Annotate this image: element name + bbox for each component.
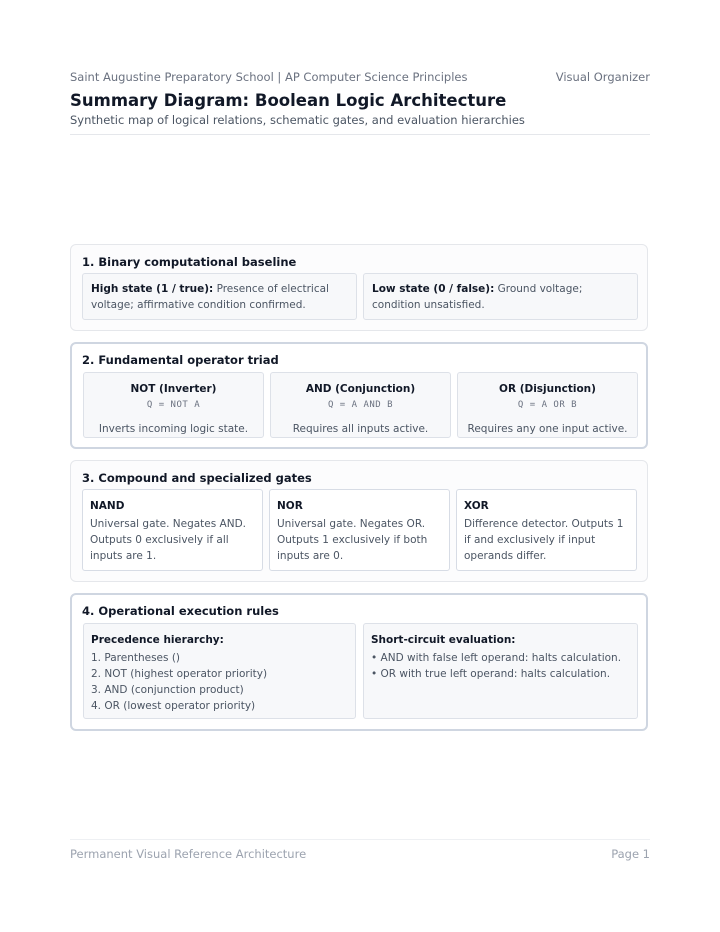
high-state-text: Presence of electrical voltage; affirmative condition confirmed. bbox=[91, 283, 329, 311]
section-title: 4. Operational execution rules bbox=[82, 604, 279, 618]
school-course-label: Saint Augustine Preparatory School | AP Computer Science Principles bbox=[70, 70, 468, 84]
operator-expression: Q = A OR B bbox=[517, 400, 578, 410]
page-subtitle: Synthetic map of logical relations, schematic gates, and evaluation hierarchies bbox=[70, 113, 525, 127]
operator-expression: Q = A AND B bbox=[327, 400, 394, 410]
gate-description: Difference detector. Outputs 1 if and exclusively if input operands differ. bbox=[464, 518, 624, 562]
list-item: • OR with true left operand: halts calculation. bbox=[371, 668, 611, 680]
gate-card-nor bbox=[269, 489, 450, 571]
short-circuit-title: Short-circuit evaluation: bbox=[371, 634, 516, 646]
gate-description: Universal gate. Negates OR. Outputs 1 exclusively if both inputs are 0. bbox=[277, 518, 428, 562]
low-state-label: Low state (0 / false): bbox=[372, 283, 495, 295]
section-binary-baseline bbox=[70, 244, 648, 331]
list-item: 4. OR (lowest operator priority) bbox=[91, 700, 256, 712]
section-title: 1. Binary computational baseline bbox=[82, 255, 297, 269]
organizer-label: Visual Organizer bbox=[555, 70, 650, 84]
high-state-card bbox=[82, 273, 357, 320]
gate-name: NOR bbox=[277, 500, 303, 512]
section-execution-rules bbox=[70, 593, 648, 731]
gate-card-xor bbox=[456, 489, 637, 571]
gate-description: Universal gate. Negates AND. Outputs 0 exclusively if all inputs are 1. bbox=[90, 518, 247, 562]
short-circuit-list bbox=[371, 650, 630, 682]
operator-card-and bbox=[270, 372, 451, 438]
operator-name: AND (Conjunction) bbox=[305, 383, 416, 395]
header-meta bbox=[70, 70, 650, 84]
footer-divider bbox=[70, 839, 650, 840]
list-item: • AND with false left operand: halts calculation. bbox=[371, 652, 622, 664]
operator-description: Requires all inputs active. bbox=[292, 423, 429, 435]
list-item: 1. Parentheses () bbox=[91, 652, 181, 664]
short-circuit-card bbox=[363, 623, 638, 719]
operator-name: NOT (Inverter) bbox=[130, 383, 217, 395]
operator-card-not bbox=[83, 372, 264, 438]
page-number: Page 1 bbox=[611, 847, 650, 861]
low-state-text: Ground voltage; condition unsatisfied. bbox=[372, 283, 583, 311]
section-operator-triad bbox=[70, 342, 648, 449]
list-item: 2. NOT (highest operator priority) bbox=[91, 668, 268, 680]
high-state-label: High state (1 / true): bbox=[91, 283, 214, 295]
header-divider bbox=[70, 134, 650, 135]
footer bbox=[70, 847, 650, 861]
operator-card-or bbox=[457, 372, 638, 438]
precedence-title: Precedence hierarchy: bbox=[91, 634, 224, 646]
operator-description: Requires any one input active. bbox=[467, 423, 628, 435]
gate-card-nand bbox=[82, 489, 263, 571]
operator-expression: Q = NOT A bbox=[146, 400, 201, 410]
footer-reference-label: Permanent Visual Reference Architecture bbox=[70, 847, 307, 861]
page-title: Summary Diagram: Boolean Logic Architecture bbox=[70, 91, 507, 110]
operator-description: Inverts incoming logic state. bbox=[98, 423, 249, 435]
gate-name: NAND bbox=[90, 500, 125, 512]
list-item: 3. AND (conjunction product) bbox=[91, 684, 244, 696]
gate-name: XOR bbox=[464, 500, 489, 512]
section-compound-gates bbox=[70, 460, 648, 582]
precedence-list bbox=[91, 650, 348, 714]
precedence-card bbox=[83, 623, 356, 719]
section-title: 3. Compound and specialized gates bbox=[82, 471, 312, 485]
section-title: 2. Fundamental operator triad bbox=[82, 353, 279, 367]
low-state-card bbox=[363, 273, 638, 320]
operator-name: OR (Disjunction) bbox=[499, 383, 596, 395]
